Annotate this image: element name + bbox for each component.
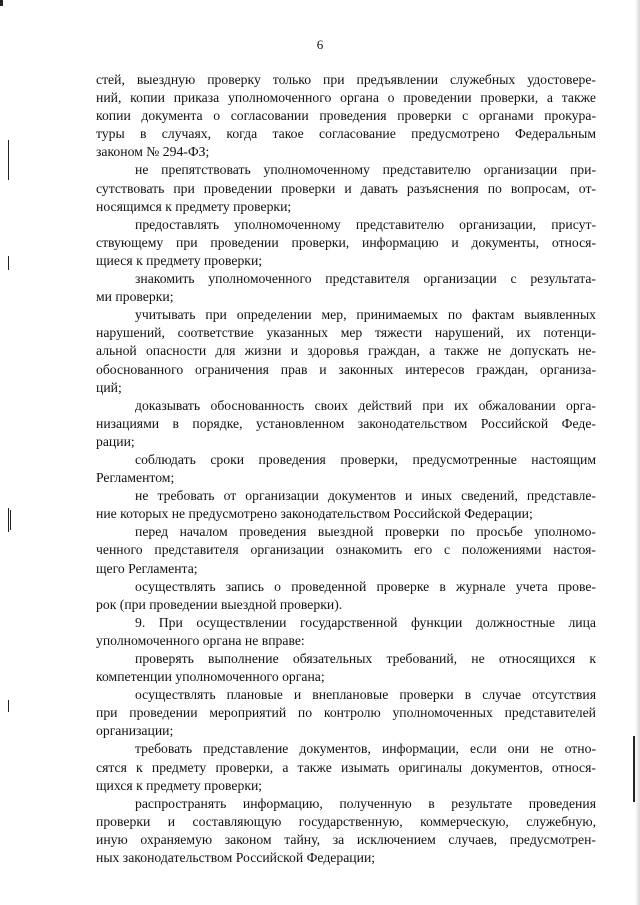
page-number: 6 xyxy=(316,37,324,52)
margin-mark xyxy=(10,510,11,530)
text-line: ченного представителя организации ознакомить его с положениями настоя- xyxy=(96,542,596,558)
text-line: компетенции уполномоченного органа; xyxy=(96,669,325,685)
text-line: ций; xyxy=(96,379,122,395)
text-line: ных законодательством Российской Федерации; xyxy=(96,850,376,866)
text-line: учитывать при определении мер, принимаемых по фактам выявленных xyxy=(135,307,596,323)
text-line: знакомить уполномоченного представителя организации с результата- xyxy=(135,271,596,287)
text-line: щиеся к предмету проверки; xyxy=(96,252,263,268)
text-line: перед началом проведения выездной проверки по просьбе уполномо- xyxy=(135,524,596,540)
text-line: нарушений, соответствие указанных мер тяжести нарушений, их потенци- xyxy=(96,325,596,341)
margin-mark xyxy=(8,508,9,532)
text-line: Регламентом; xyxy=(96,470,175,486)
margin-mark xyxy=(8,140,9,180)
text-line: щихся к предмету проверки; xyxy=(96,777,263,793)
text-line: обоснованного ограничения прав и законных интересов граждан, организа- xyxy=(96,361,596,377)
text-line: 9. При осуществлении государственной функции должностные лица xyxy=(135,614,596,630)
text-line: предоставлять уполномоченному представителю организации, присут- xyxy=(135,216,596,232)
text-line: соблюдать сроки проведения проверки, предусмотренные настоящим xyxy=(135,451,596,467)
text-line: сятся к предмету проверки, а также изымать оригиналы документов, относя- xyxy=(96,759,596,775)
text-line: ние которых не предусмотрено законодательством Российской Федерации; xyxy=(96,506,533,522)
text-line: не препятствовать уполномоченному представителю организации при- xyxy=(135,162,596,178)
page-edge-shadow xyxy=(635,0,640,905)
text-line: щего Регламента; xyxy=(96,560,198,576)
text-line: уполномоченного органа не вправе: xyxy=(96,632,305,648)
text-line: проверять выполнение обязательных требований, не относящихся к xyxy=(135,651,596,666)
text-line: осуществлять плановые и внеплановые проверки в случае отсутствия xyxy=(135,687,596,703)
margin-mark xyxy=(8,700,9,712)
text-line: при проведении мероприятий по контролю уполномоченных представителей xyxy=(96,705,596,721)
margin-mark xyxy=(0,0,3,6)
text-line: распространять информацию, полученную в результате проведения xyxy=(135,795,596,811)
text-line: осуществлять запись о проведенной проверке в журнале учета прове- xyxy=(135,578,596,594)
text-line: проверки и составляющую государственную, коммерческую, служебную, xyxy=(96,813,596,829)
text-line: альной опасности для жизни и здоровья граждан, а также не допускать не- xyxy=(96,343,596,359)
text-line: копии документа о согласовании проведения проверки с органами прокура- xyxy=(96,108,596,124)
text-line: организации; xyxy=(96,723,174,739)
margin-mark xyxy=(8,256,9,270)
text-line: доказывать обоснованность своих действий при их обжаловании орга- xyxy=(135,397,596,413)
text-line: ми проверки; xyxy=(96,289,174,305)
text-line: низациями в порядке, установленном законодательством Российской Феде- xyxy=(96,415,596,431)
text-line: иную охраняемую законом тайну, за исключением случаев, предусмотрен- xyxy=(96,831,596,847)
text-line: законом № 294-ФЗ; xyxy=(96,144,210,160)
text-line: стей, выездную проверку только при предъявлении служебных удостовере- xyxy=(96,72,596,87)
text-line: ствующему при проведении проверки, информацию и документы, относя- xyxy=(96,234,596,250)
text-line: сутствовать при проведении проверки и давать разъяснения по вопросам, от- xyxy=(96,180,596,196)
text-line: рации; xyxy=(96,433,135,449)
text-line: ний, копии приказа уполномоченного органа о проведении проверки, а также xyxy=(96,90,596,106)
body-text xyxy=(96,71,596,867)
text-line: туры в случаях, когда такое согласование предусмотрено Федеральным xyxy=(96,126,596,142)
text-line: рок (при проведении выездной проверки). xyxy=(96,596,343,612)
text-line: носящимся к предмету проверки; xyxy=(96,198,292,214)
text-line: не требовать от организации документов и иных сведений, представле- xyxy=(135,488,596,504)
text-line: требовать представление документов, информации, если они не отно- xyxy=(135,741,596,757)
